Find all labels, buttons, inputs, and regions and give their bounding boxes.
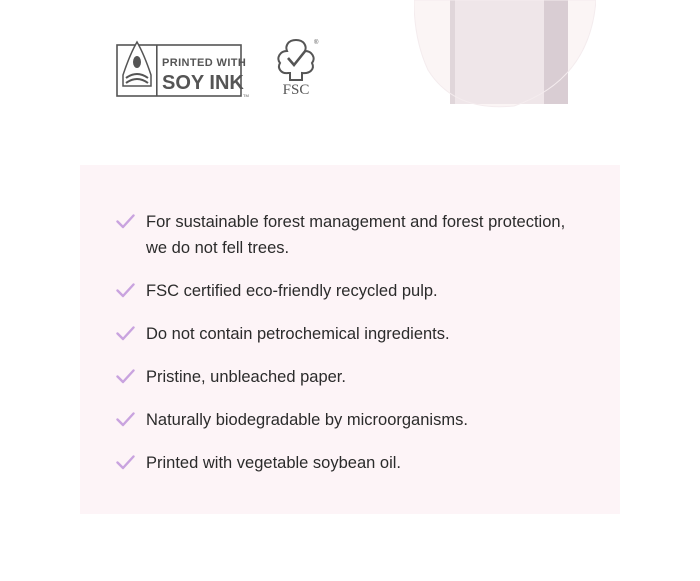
check-icon [116,283,135,298]
product-image [414,0,596,108]
soy-ink-logo [116,40,251,98]
feature-text: FSC certified eco-friendly recycled pulp. [146,282,438,300]
soy-logo-mark: TM [243,93,249,98]
check-icon [116,455,135,470]
check-icon [116,369,135,384]
check-icon [116,214,135,229]
feature-text: Naturally biodegradable by microorganisms. [146,411,468,429]
list-item [116,407,586,433]
feature-text: Printed with vegetable soybean oil. [146,454,401,472]
check-icon [116,326,135,341]
feature-text: Pristine, unbleached paper. [146,368,346,386]
feature-text: Do not contain petrochemical ingredients. [146,325,450,343]
list-item [116,278,586,304]
soy-logo-line2: SOY INK [162,72,244,94]
fsc-logo [270,36,322,98]
fsc-registered-mark: ® [314,40,319,46]
fsc-logo-text: FSC [282,82,310,98]
soy-logo-line1: PRINTED WITH [162,57,247,69]
feature-text: For sustainable forest management and forest protection, we do not fell trees. [146,213,566,257]
certification-logos [116,36,336,100]
features-list [116,209,586,493]
list-item [116,364,586,390]
check-icon [116,412,135,427]
list-item [116,450,586,476]
list-item [116,209,586,261]
list-item [116,321,586,347]
features-panel [80,165,620,514]
